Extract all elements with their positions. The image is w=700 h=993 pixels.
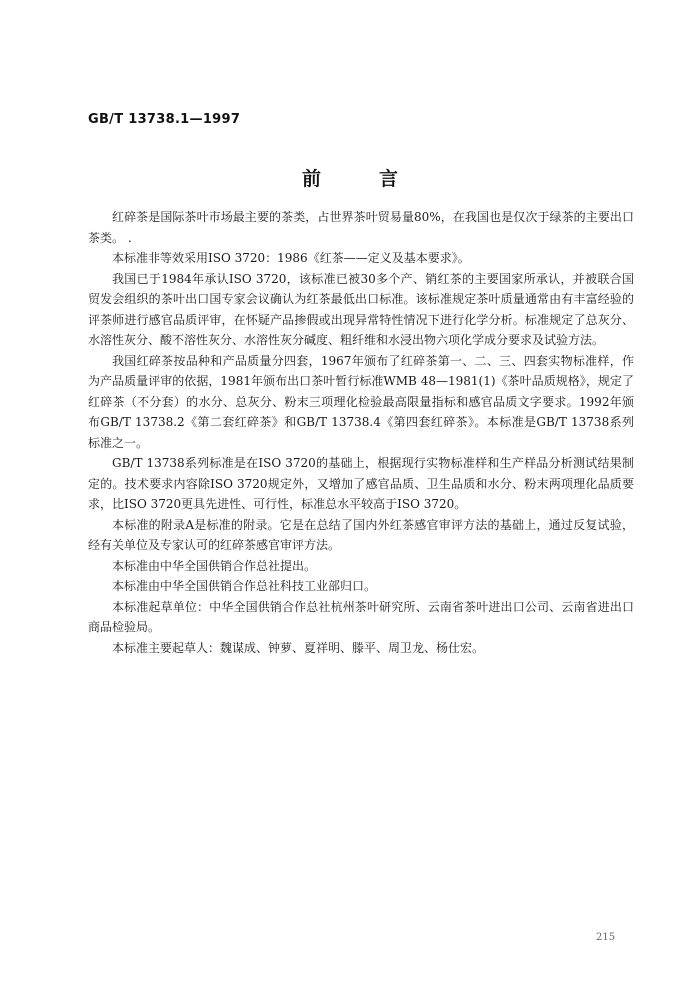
paragraph: 我国已于1984年承认ISO 3720，该标准已被30多个产、销红茶的主要国家所承认，并被联合国贸发会组织的茶叶出口国专家会议确认为红茶最低出口标准。该标准规定茶叶质量通常由有丰富经验的评茶师进行感官品质评审，在怀疑产品掺假或出现异常特性情况下进行化学分析。标准规定了总灰分、水溶性灰分、酸不溶性灰分、水溶性灰分碱度、粗纤维和水浸出物六项化学成分要求及试验方法。 xyxy=(88,271,634,347)
paragraph: 红碎茶是国际茶叶市场最主要的茶类，占世界茶叶贸易量80%，在我国也是仅次于绿茶的主要出口茶类。 . xyxy=(88,210,634,245)
paragraph: 本标准主要起草人：魏谋成、钟萝、夏祥明、滕平、周卫龙、杨仕宏。 xyxy=(112,640,485,655)
paragraph: 本标准由中华全国供销合作总社科技工业部归口。 xyxy=(112,579,377,593)
paragraph: 本标准的附录A是标准的附录。它是在总结了国内外红茶感官审评方法的基础上，通过反复试验，经有关单位及专家认可的红碎茶感官审评方法。 xyxy=(88,517,634,552)
paragraph: 本标准起草单位：中华全国供销合作总社杭州茶叶研究所、云南省茶叶进出口公司、云南省进出口商品检验局。 xyxy=(88,599,634,634)
paragraph: 本标准非等效采用ISO 3720：1986《红茶——定义及基本要求》。 xyxy=(112,251,470,265)
paragraph: 我国红碎茶按品种和产品质量分四套，1967年颁布了红碎茶第一、二、三、四套实物标准样，作为产品质量评审的依据，1981年颁布出口茶叶暂行标准WMB 48—1981(1)《茶叶品质规格》，规定了红碎茶（不分套）的水分、总灰分、粉末三项理化检验最高限量指标和感官品质文字要求。1992年颁布GB/T 13738.2《第二套红碎茶》和GB/T 13738.4《第四套红碎茶》。本标准是GB/T 13738系列标准之一。 xyxy=(88,353,634,450)
paragraph: GB/T 13738系列标准是在ISO 3720的基础上，根据现行实物标准样和生产样品分析测试结果制定的。技术要求内容除ISO 3720规定外，又增加了感官品质、卫生品质和水分、粉末两项理化品质要求，比ISO 3720更具先进性、可行性，标准总水平较高于ISO 3720。 xyxy=(88,456,634,511)
standard-code: GB/T 13738.1—1997 xyxy=(88,112,241,127)
page-number: 215 xyxy=(596,932,616,943)
document-body xyxy=(88,207,634,658)
page-title: 前言 xyxy=(301,168,456,190)
paragraph: 本标准由中华全国供销合作总社提出。 xyxy=(112,558,317,573)
